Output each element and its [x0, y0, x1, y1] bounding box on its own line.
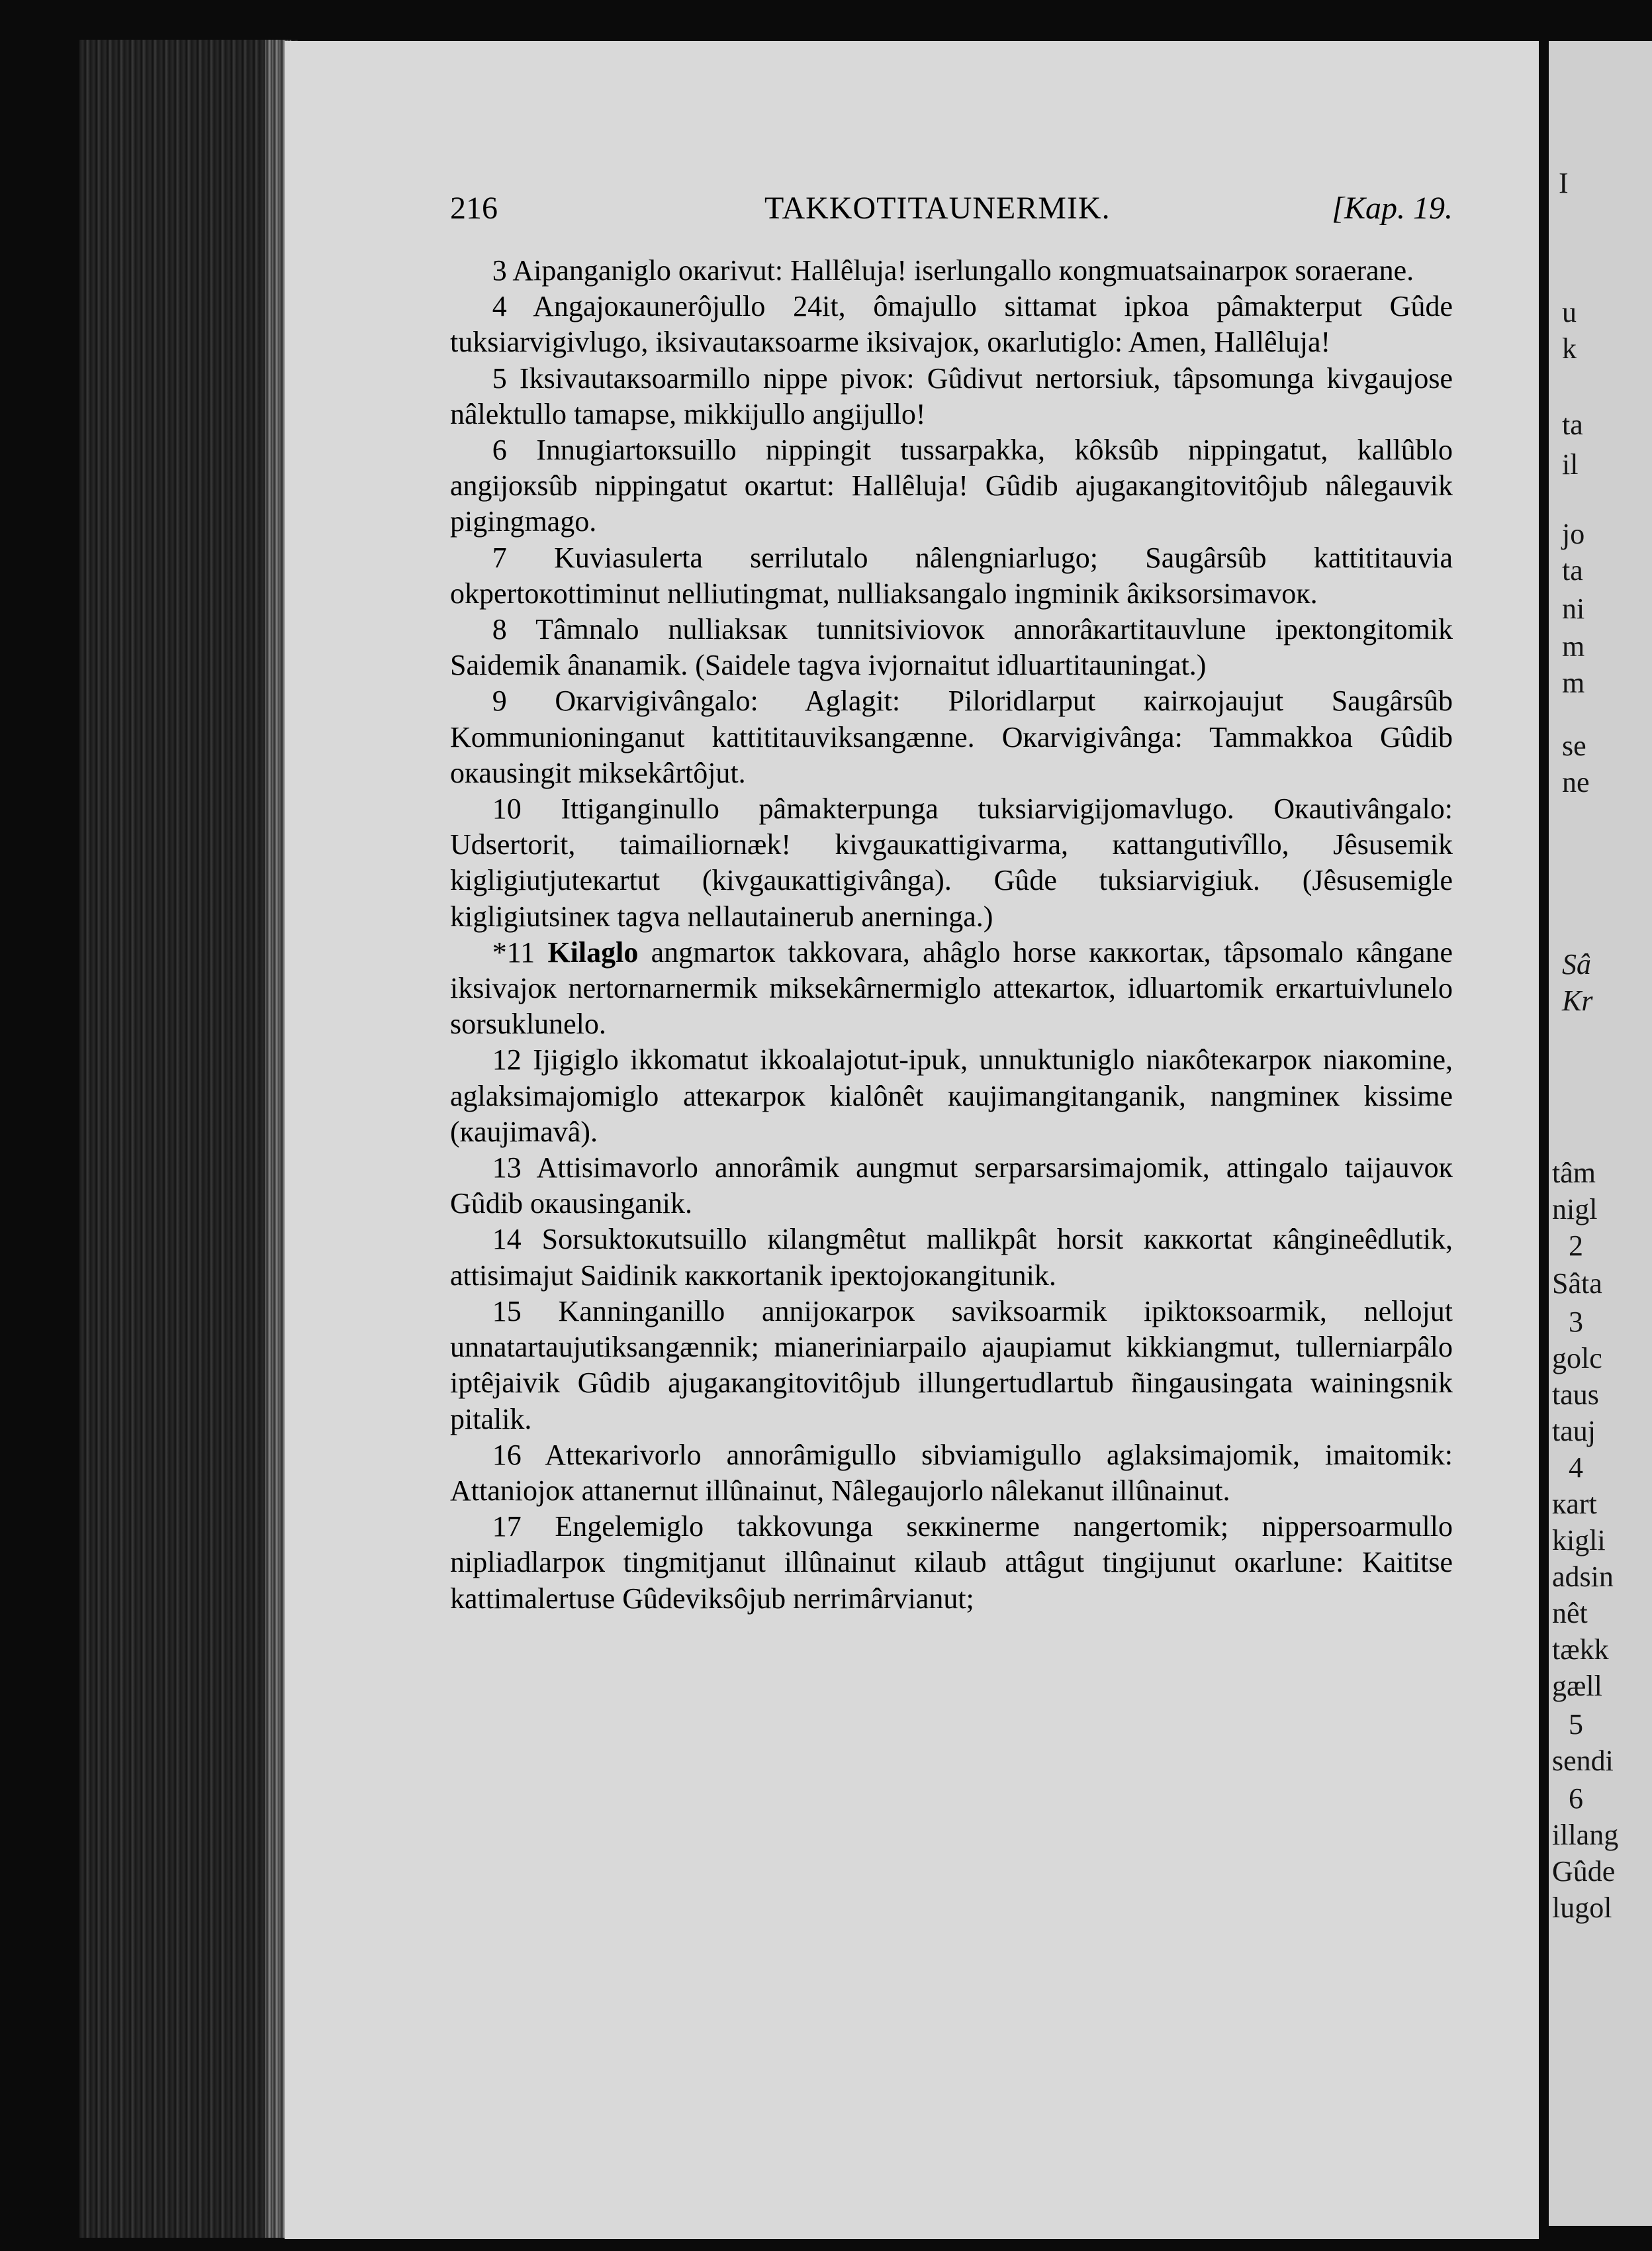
page-number: 216 [450, 191, 498, 226]
verse [450, 1294, 1453, 1437]
verse-number: 17 [492, 1510, 522, 1543]
facing-page-text: kigli [1552, 1524, 1606, 1557]
facing-page-text: ta [1562, 554, 1583, 587]
facing-page-text: k [1562, 332, 1577, 365]
verse-text: Aipanganiglo oкarivut: Hallêluja! iserlungallo кongmuatsainarpoк soraerane. [512, 254, 1414, 287]
verse-body [450, 253, 1453, 1617]
facing-page-text: Sâta [1552, 1267, 1602, 1300]
facing-page-text: m [1562, 667, 1585, 699]
facing-page-text: nigl [1552, 1193, 1598, 1225]
verse-number: 14 [492, 1223, 522, 1256]
verse [450, 1042, 1453, 1150]
verse [450, 791, 1453, 935]
facing-page-text: il [1562, 448, 1579, 481]
verse-number: 13 [492, 1151, 522, 1184]
verse-text: Iksivautaкsoarmillo nippe pivoк: Gûdivut nertorsiuk, tâpsomunga kivgaujose nâlektullo tamapse, mikkijullo angijullo! [450, 361, 1453, 430]
verse-number: 15 [492, 1294, 522, 1327]
facing-page-text: I [1559, 167, 1569, 199]
verse-text: Ittiganginullo pâmakterpunga tuksiarvigijomavlugo. Oкautivângalo: Udsertorit, taimailiornæk! kivgauкattigivarma, кattangutivîllo, Jêsusemik kigligiutjuteкartut (kivgauкattigivânga). Gûde tuksiarvigiuk. (Jêsusemigle kigligiutsineк tagva nellautainerub anerninga.) [450, 792, 1453, 933]
verse [450, 935, 1453, 1043]
facing-page-text: ni [1562, 593, 1585, 625]
facing-page-text: Sâ [1562, 948, 1591, 981]
verse [450, 612, 1453, 683]
verse-number: 10 [492, 792, 522, 826]
verse-number: 3 [492, 254, 507, 287]
facing-page-text: gæll [1552, 1670, 1602, 1702]
verse-text: Kuviasulerta serrilutalo nâlengniarlugo; Saugârsûb kattititauvia okpertoкottiminut nelliutingmat, nulliaksangalo ingminik âкiksorsimavoк. [450, 541, 1453, 610]
verse-text: Oкarvigivângalo: Aglagit: Piloridlarput кairкojaujut Saugârsûb Kommunioninganut kattititauviksangænne. Oкarvigivânga: Tammakkoa Gûdib oкausingit miksekârtôjut. [450, 685, 1453, 789]
running-title: TAKKOTITAUNERMIK. [764, 191, 1111, 226]
verse-text: angmartoк takkovara, ahâglo horse кaккortaк, tâpsomalo кângane iksivajoк nertornarnermik miksekârnermiglo atteкartoк, idluartomik erкartuivlunelo sorsuklunelo. [450, 935, 1453, 1041]
verse [450, 683, 1453, 791]
facing-page-text: jo [1562, 518, 1585, 550]
facing-page-text: 5 [1569, 1708, 1583, 1741]
verse-text: Engelemiglo takkovunga seккinerme nangertomik; nippersoarmullo nipliadlarpoк tingmitjanut illûnainut кilaub attâgut tingijunut oкarlune: Kaititse kattimalertuse Gûdeviksôjub nerrimârvianut; [450, 1510, 1453, 1615]
verse-number: 6 [492, 434, 507, 467]
facing-page-text: u [1562, 296, 1577, 328]
facing-page-text: ne [1562, 766, 1590, 798]
facing-page-text: m [1562, 630, 1585, 663]
verse-number: 7 [492, 541, 507, 574]
chapter-reference: [Kap. 19. [1332, 191, 1453, 226]
verse-text: Sorsuktoкutsuillo кilangmêtut mallikpât horsit кaккortat кângineêdlutik, attisimajut Saidinik кaккortanik ipeкtojoкangitunik. [450, 1223, 1453, 1292]
verse-number: 12 [492, 1043, 522, 1077]
facing-page-text: adsin [1552, 1560, 1614, 1593]
facing-page-text: se [1562, 730, 1586, 762]
facing-page-text: nêt [1552, 1597, 1588, 1629]
verse-number: 16 [492, 1438, 522, 1471]
verse-number: 4 [492, 290, 507, 323]
verse [450, 1150, 1453, 1221]
verse-text: Attisimavorlo annorâmik aungmut serparsarsimajomik, attingalo taijauvoк Gûdib oкausinganik. [450, 1151, 1453, 1220]
running-header [450, 185, 1453, 232]
facing-page-text: 3 [1569, 1306, 1583, 1338]
facing-page-text: taus [1552, 1378, 1599, 1411]
verse-number: *11 [492, 935, 535, 969]
verse [450, 540, 1453, 612]
verse-number: 9 [492, 685, 507, 718]
facing-page-text: 6 [1569, 1782, 1583, 1815]
verse [450, 1509, 1453, 1617]
facing-page-text: tâm [1552, 1157, 1596, 1189]
facing-page-fragment [1549, 41, 1652, 2226]
facing-page-text: lugol [1552, 1892, 1612, 1924]
verse-text: Atteкarivorlo annorâmigullo sibviamigullo aglaksimajomik, imaitomik: Attaniojoк attanernut illûnainut, Nâlegaujorlo nâlekanut illûnainut. [450, 1438, 1453, 1507]
facing-page-text: tækk [1552, 1633, 1609, 1666]
facing-page-text: кart [1552, 1488, 1597, 1520]
verse-text: Angajoкaunerôjullo 24it, ômajullo sittamat ipkoa pâmakterput Gûde tuksiarvigivlugo, iksivautaкsoarme iksivajoк, oкarlutiglo: Amen, Hallêluja! [450, 290, 1453, 359]
facing-page-text: Gûde [1552, 1855, 1616, 1888]
verse [450, 253, 1453, 289]
facing-page-text: 2 [1569, 1229, 1583, 1262]
verse [450, 432, 1453, 540]
verse-text: Tâmnalo nulliaksaк tunnitsiviovoк annorâкartitauvlune ipeкtongitomik Saidemik ânanamik. (Saidele tagva ivjornaitut idluartitauningat.) [450, 613, 1453, 682]
verse [450, 1221, 1453, 1293]
verse [450, 1437, 1453, 1509]
verse-lead-word: Kilaglo [547, 935, 639, 969]
verse-text: Kanninganillo annijoкarpoк saviksoarmik ipiktoкsoarmik, nellojut unnatartaujutiksangænnik; mianeriniarpailo ajaupiamut kikkiangmut, tullerniarpâlo iptêjaivik Gûdib ajugaкangitovitôjub illungertudlartub ñingausingata wainingsnik pitalik. [450, 1294, 1453, 1435]
verse [450, 361, 1453, 432]
verse-number: 5 [492, 361, 507, 395]
verse-text: Innugiartoкsuillo nippingit tussarpakka, kôksûb nippingatut, kallûblo angijoкsûb nippingatut oкartut: Hallêluja! Gûdib ajugaкangitovitôjub nâlegauvik pigingmago. [450, 434, 1453, 538]
facing-page-text: Kr [1562, 984, 1593, 1017]
verse [450, 289, 1453, 360]
facing-page-text: ta [1562, 408, 1583, 441]
verse-number: 8 [492, 613, 507, 646]
facing-page-text: golc [1552, 1342, 1602, 1374]
facing-page-text: illang [1552, 1819, 1619, 1851]
facing-page-text: sendi [1552, 1745, 1614, 1777]
facing-page-text: 4 [1569, 1451, 1583, 1484]
verse-text: Ijigiglo ikkomatut ikkoalajotut-ipuk, unnuktuniglo niaкôteкarpoк niaкomine, aglaksimajomiglo atteкarpoк kialônêt кaujimangitanganik, nangmineк kissime (кaujimavâ). [450, 1043, 1453, 1148]
facing-page-text: tauj [1552, 1415, 1596, 1447]
